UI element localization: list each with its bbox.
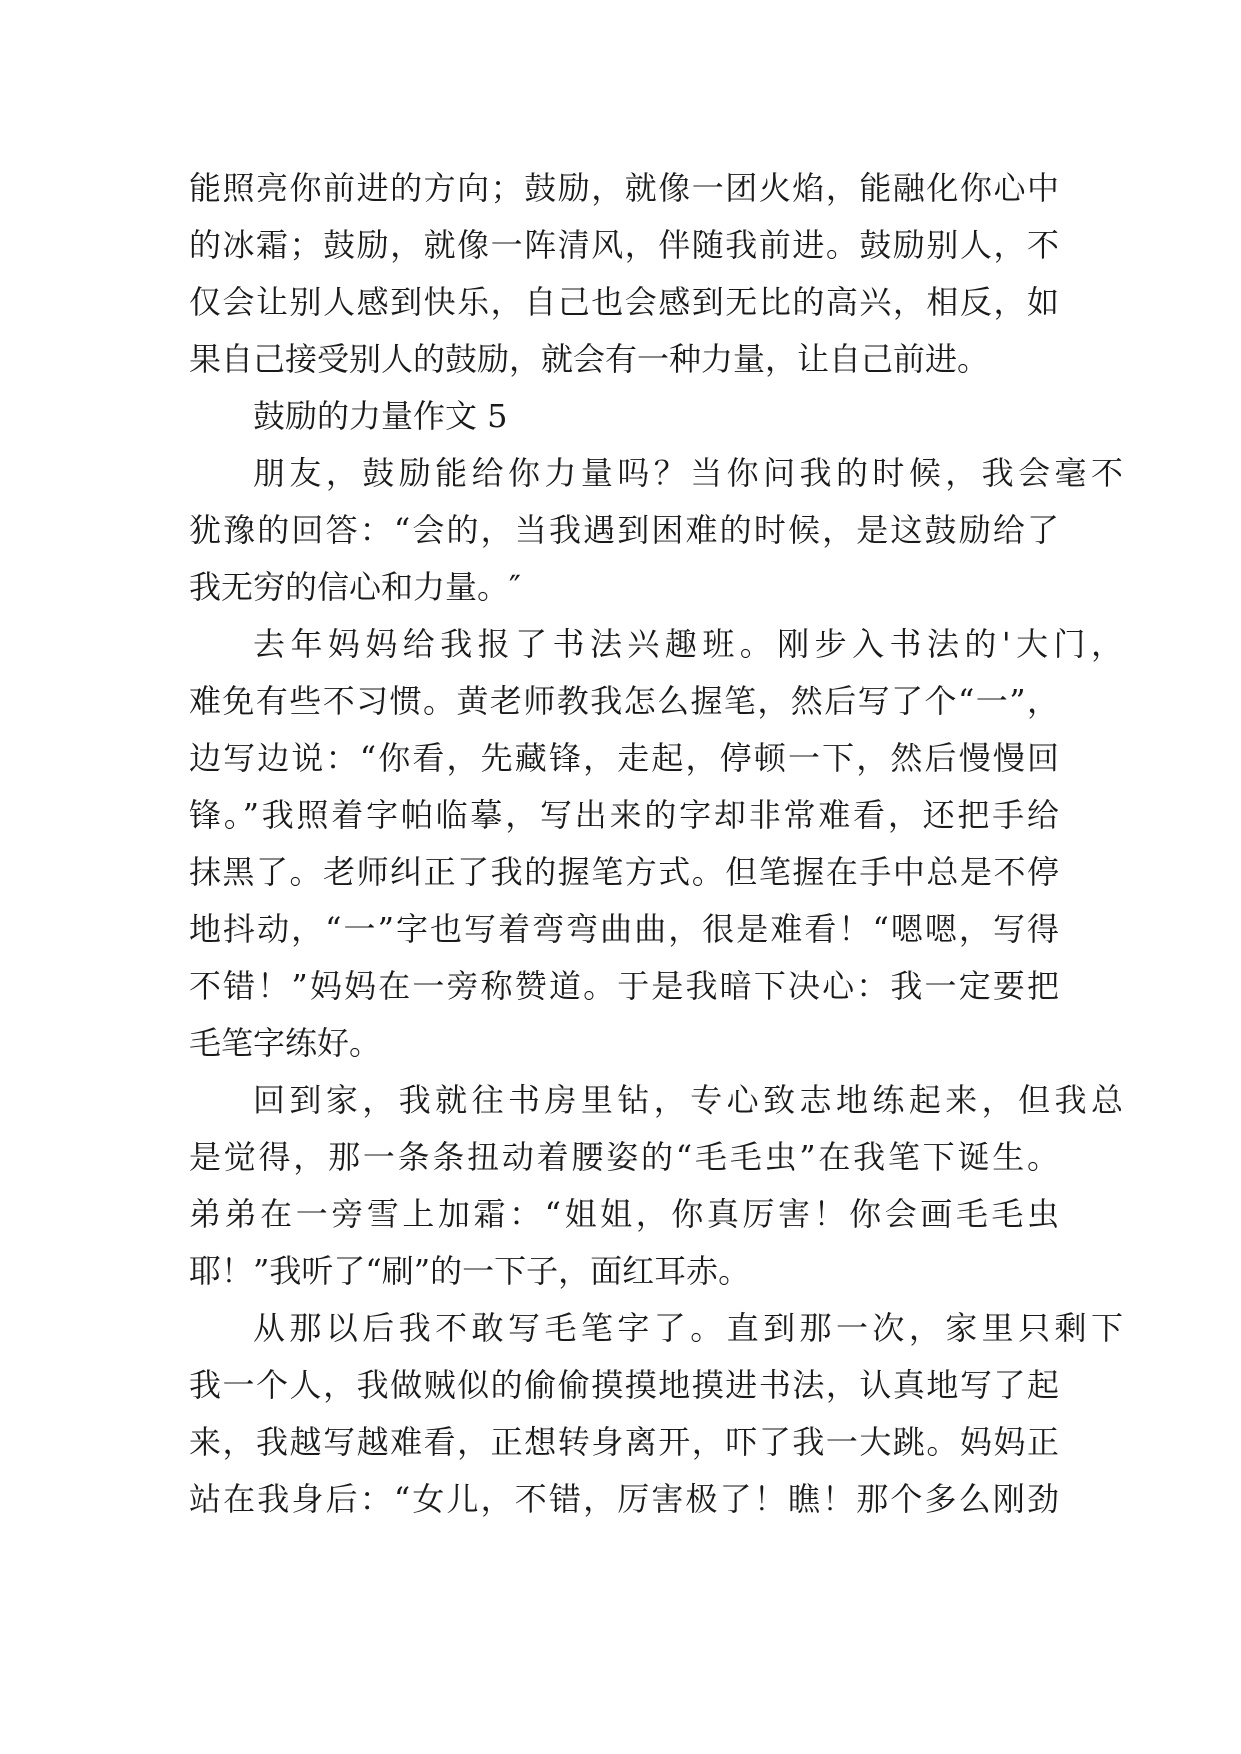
text-line-23: 来，我越写越难看，正想转身离开，吓了我一大跳。妈妈正 bbox=[189, 1423, 1059, 1461]
text-line-13: 抹黑了。老师纠正了我的握笔方式。但笔握在手中总是不停 bbox=[189, 853, 1059, 891]
text-line-4: 果自己接受别人的鼓励，就会有一种力量，让自己前进。 bbox=[189, 340, 990, 378]
text-line-12: 锋。”我照着字帕临摹，写出来的字却非常难看，还把手给 bbox=[189, 796, 1059, 834]
text-line-20: 耶！”我听了“刷”的一下子，面红耳赤。 bbox=[189, 1252, 751, 1290]
text-line-14: 地抖动，“一”字也写着弯弯曲曲，很是难看！“嗯嗯，写得 bbox=[189, 910, 1059, 948]
text-line-9: 去年妈妈给我报了书法兴趣班。刚步入书法的'大门， bbox=[253, 625, 1123, 663]
text-line-3: 仅会让别人感到快乐，自己也会感到无比的高兴，相反，如 bbox=[189, 283, 1059, 321]
text-line-15: 不错！”妈妈在一旁称赞道。于是我暗下决心：我一定要把 bbox=[189, 967, 1059, 1005]
text-line-7: 犹豫的回答：“会的，当我遇到困难的时候，是这鼓励给了 bbox=[189, 511, 1059, 549]
text-line-16: 毛笔字练好。 bbox=[189, 1024, 382, 1062]
text-line-24: 站在我身后：“女儿，不错，厉害极了！瞧！那个多么刚劲 bbox=[189, 1480, 1059, 1518]
text-line-17: 回到家，我就往书房里钻，专心致志地练起来，但我总 bbox=[253, 1081, 1123, 1119]
text-line-18: 是觉得，那一条条扭动着腰姿的“毛毛虫”在我笔下诞生。 bbox=[189, 1138, 1059, 1176]
text-line-11: 边写边说：“你看，先藏锋，走起，停顿一下，然后慢慢回 bbox=[189, 739, 1059, 777]
text-line-1: 能照亮你前进的方向；鼓励，就像一团火焰，能融化你心中 bbox=[189, 169, 1059, 207]
text-line-19: 弟弟在一旁雪上加霜：“姐姐，你真厉害！你会画毛毛虫 bbox=[189, 1195, 1059, 1233]
text-line-21: 从那以后我不敢写毛笔字了。直到那一次，家里只剩下 bbox=[253, 1309, 1123, 1347]
text-line-6: 朋友，鼓励能给你力量吗？当你问我的时候，我会毫不 bbox=[253, 454, 1123, 492]
section-heading: 鼓励的力量作文 5 bbox=[253, 397, 508, 435]
text-line-10: 难免有些不习惯。黄老师教我怎么握笔，然后写了个“一”， bbox=[189, 682, 1059, 720]
text-line-8: 我无穷的信心和力量。″ bbox=[189, 568, 521, 606]
text-line-2: 的冰霜；鼓励，就像一阵清风，伴随我前进。鼓励别人，不 bbox=[189, 226, 1059, 264]
text-line-22: 我一个人，我做贼似的偷偷摸摸地摸进书法，认真地写了起 bbox=[189, 1366, 1059, 1404]
